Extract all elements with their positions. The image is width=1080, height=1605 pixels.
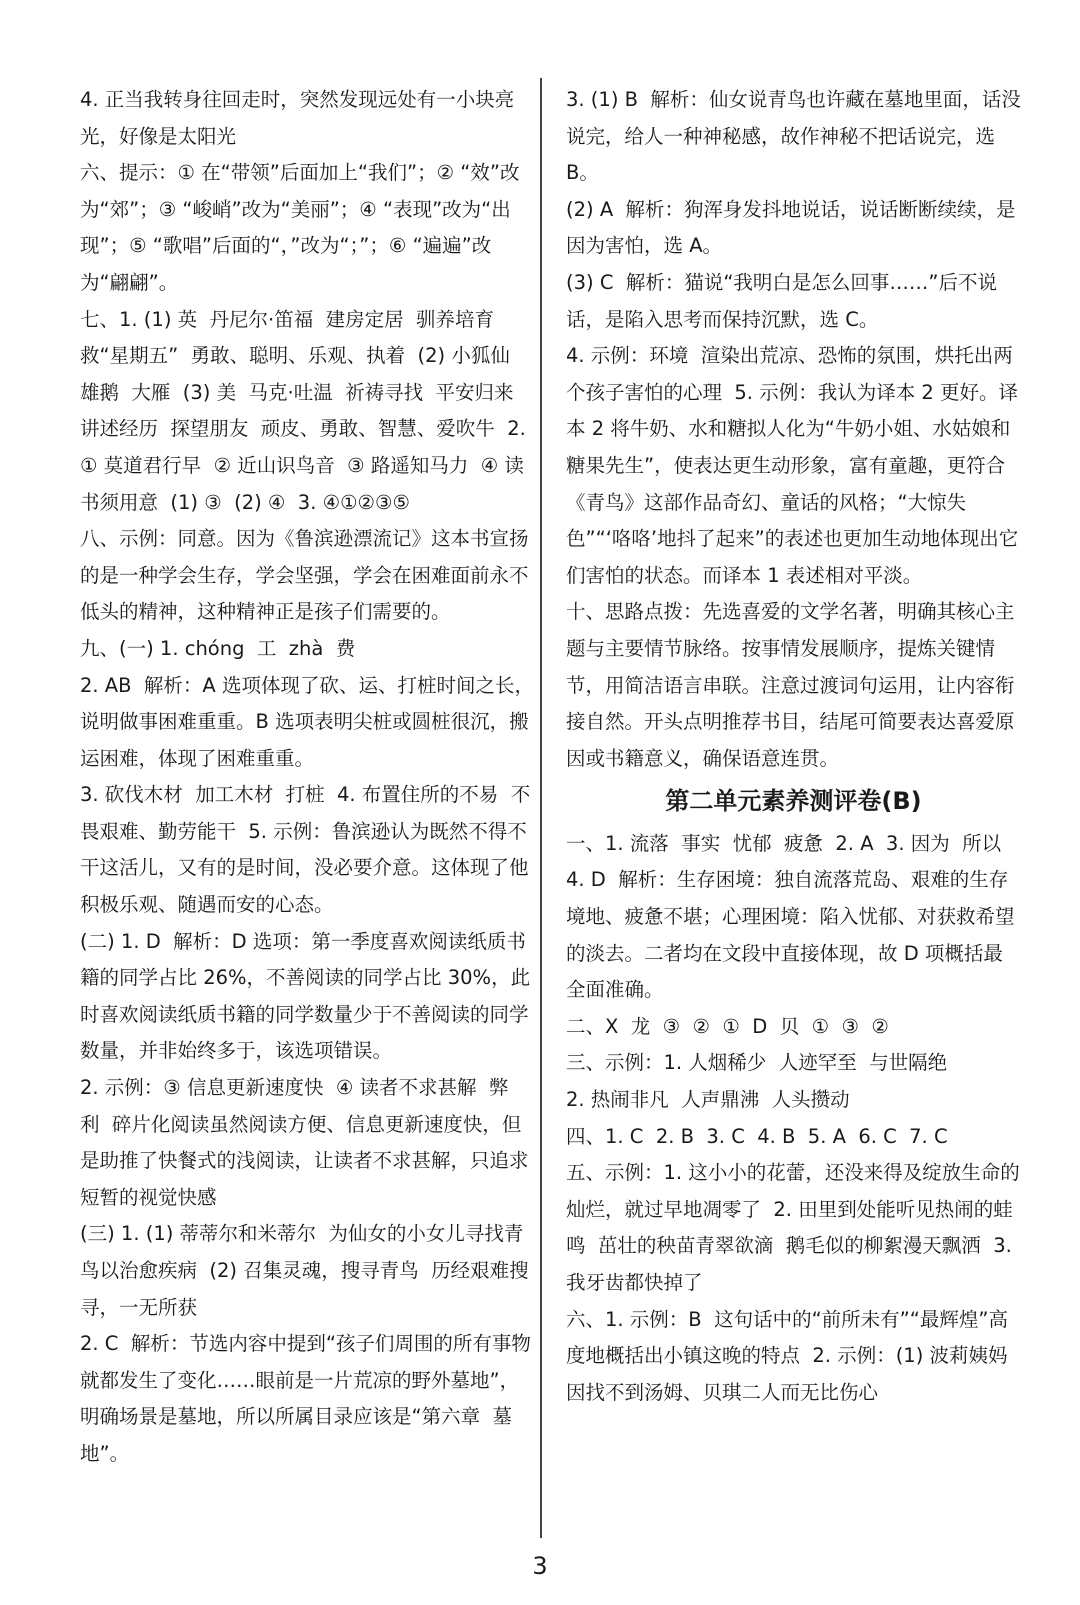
answer-paragraph: 2. 热闹非凡 人声鼎沸 人头攒动 (566, 1088, 850, 1112)
answer-paragraph: 六、提示：① 在“带领”后面加上“我们”；② “效”改为“郊”；③ “峻峭”改为“美丽”；④ “表现”改为“出现”；⑤ “歌唱”后面的“，”改为“；”；⑥ “遍遍”改为“翩翩”。 (80, 161, 520, 294)
answer-paragraph: (二) 1. D 解析：D 选项：第一季度喜欢阅读纸质书籍的同学占比 26%，不善阅读的同学占比 30%，此时喜欢阅读纸质书籍的同学数量少于不善阅读的同学数量，并非始终多于，该选项错误。 (80, 929, 531, 1063)
answer-paragraph: 4. D 解析：生存困境：独自流落荒岛、艰难的生存境地、疲惫不堪；心理困境：陷入忧郁、对获救希望的淡去。二者均在文段中直接体现，故 D 项概括最全面准确。 (566, 868, 1015, 1002)
answer-paragraph: 十、思路点拨：先选喜爱的文学名著，明确其核心主题与主要情节脉络。按事情发展顺序，提炼关键情节，用简洁语言串联。注意过渡词句运用，让内容衔接自然。开头点明推荐书目，结尾可简要表达喜爱原因或书籍意义，确保语意连贯。 (566, 600, 1015, 770)
right-column (566, 82, 1021, 1411)
answer-paragraph: (三) 1. (1) 蒂蒂尔和米蒂尔 为仙女的小女儿寻找青鸟以治愈疾病 (2) 召集灵魂，搜寻青鸟 历经艰难搜寻，一无所获 (80, 1222, 529, 1319)
answer-paragraph: 九、(一) 1. chóng 工 zhà 费 (80, 636, 356, 660)
answer-paragraph: 四、1. C 2. B 3. C 4. B 5. A 6. C 7. C (566, 1124, 948, 1148)
answer-paragraph: 八、示例：同意。因为《鲁滨逊漂流记》这本书宣扬的是一种学会生存，学会坚强，学会在困难面前永不低头的精神，这种精神正是孩子们需要的。 (80, 527, 529, 624)
answer-paragraph: (2) A 解析：狗浑身发抖地说话，说话断断续续，是因为害怕，选 A。 (566, 197, 1016, 258)
answer-paragraph: 七、1. (1) 英 丹尼尔·笛福 建房定居 驯养培育 救“星期五” 勇敢、聪明、乐观、执着 (2) 小狐仙 雄鹅 大雁 (3) 美 马克·吐温 祈祷寻找 平安归来 讲述经历 探望朋友 顽皮、勇敢、智慧、爱吹牛 2. ① 莫道君行早 ② 近山识鸟音 ③ 路遥知马力 ④ 读书须用意 (1) ③ (2) ④ 3. ④①②③⑤ (80, 307, 532, 514)
answer-paragraph: 4. 示例：环境 渲染出荒凉、恐怖的氛围，烘托出两个孩子害怕的心理 5. 示例：我认为译本 2 更好。译本 2 将牛奶、水和糖拟人化为“牛奶小姐、水姑娘和糖果先生”，使表达更生动形象，富有童趣，更符合《青鸟》这部作品奇幻、童话的风格；“大惊失色”“‘咯咯’地抖了起来”的表述也更加生动地体现出它们害怕的状态。而译本 1 表述相对平淡。 (566, 344, 1019, 587)
answer-paragraph: 2. 示例：③ 信息更新速度快 ④ 读者不求甚解 弊 利 碎片化阅读虽然阅读方便、信息更新速度快，但是助推了快餐式的浅阅读，让读者不求甚解，只追求短暂的视觉快感 (80, 1076, 529, 1209)
answer-paragraph: (3) C 解析：猫说“我明白是怎么回事……”后不说话，是陷入思考而保持沉默，选 C。 (566, 270, 998, 331)
column-divider (540, 78, 542, 1538)
answer-paragraph: 3. (1) B 解析：仙女说青鸟也许藏在墓地里面，话没说完，给人一种神秘感，故作神秘不把话说完，选 B。 (566, 88, 1021, 185)
page-number: 3 (532, 1552, 548, 1580)
answer-paragraph: 三、示例：1. 人烟稀少 人迹罕至 与世隔绝 (566, 1051, 948, 1075)
answer-paragraph: 一、1. 流落 事实 忧郁 疲惫 2. A 3. 因为 所以 (566, 831, 1002, 855)
answer-paragraph: 2. AB 解析：A 选项体现了砍、运、打桩时间之长，说明做事困难重重。B 选项表明尖桩或圆桩很沉，搬运困难，体现了困难重重。 (80, 673, 534, 770)
answer-paragraph: 3. 砍伐木材 加工木材 打桩 4. 布置住所的不易 不畏艰难、勤劳能干 5. 示例：鲁滨逊认为既然不得不干这活儿，又有的是时间，没必要介意。这体现了他积极乐观、随遇而安的心态。 (80, 783, 531, 917)
left-column (80, 82, 535, 1473)
answer-paragraph: 六、1. 示例：B 这句话中的“前所未有”“最辉煌”高度地概括出小镇这晚的特点 2. 示例：(1) 波莉姨妈因找不到汤姆、贝琪二人而无比伤心 (566, 1307, 1008, 1404)
answer-paragraph: 4. 正当我转身往回走时，突然发现远处有一小块亮光，好像是太阳光 (80, 88, 515, 148)
answer-paragraph: 五、示例：1. 这小小的花蕾，还没来得及绽放生命的灿烂，就过早地凋零了 2. 田里到处能听见热闹的蛙鸣 茁壮的秧苗青翠欲滴 鹅毛似的柳絮漫天飘洒 3. 我牙齿都快掉了 (566, 1161, 1020, 1294)
section-title: 第二单元素养测评卷(B) (665, 787, 922, 816)
answer-paragraph: 2. C 解析：节选内容中提到“孩子们周围的所有事物就都发生了变化……眼前是一片荒凉的野外墓地”，明确场景是墓地，所以所属目录应该是“第六章 墓地”。 (80, 1332, 531, 1465)
answer-paragraph: 二、X 龙 ③ ② ① D 贝 ① ③ ② (566, 1014, 889, 1038)
